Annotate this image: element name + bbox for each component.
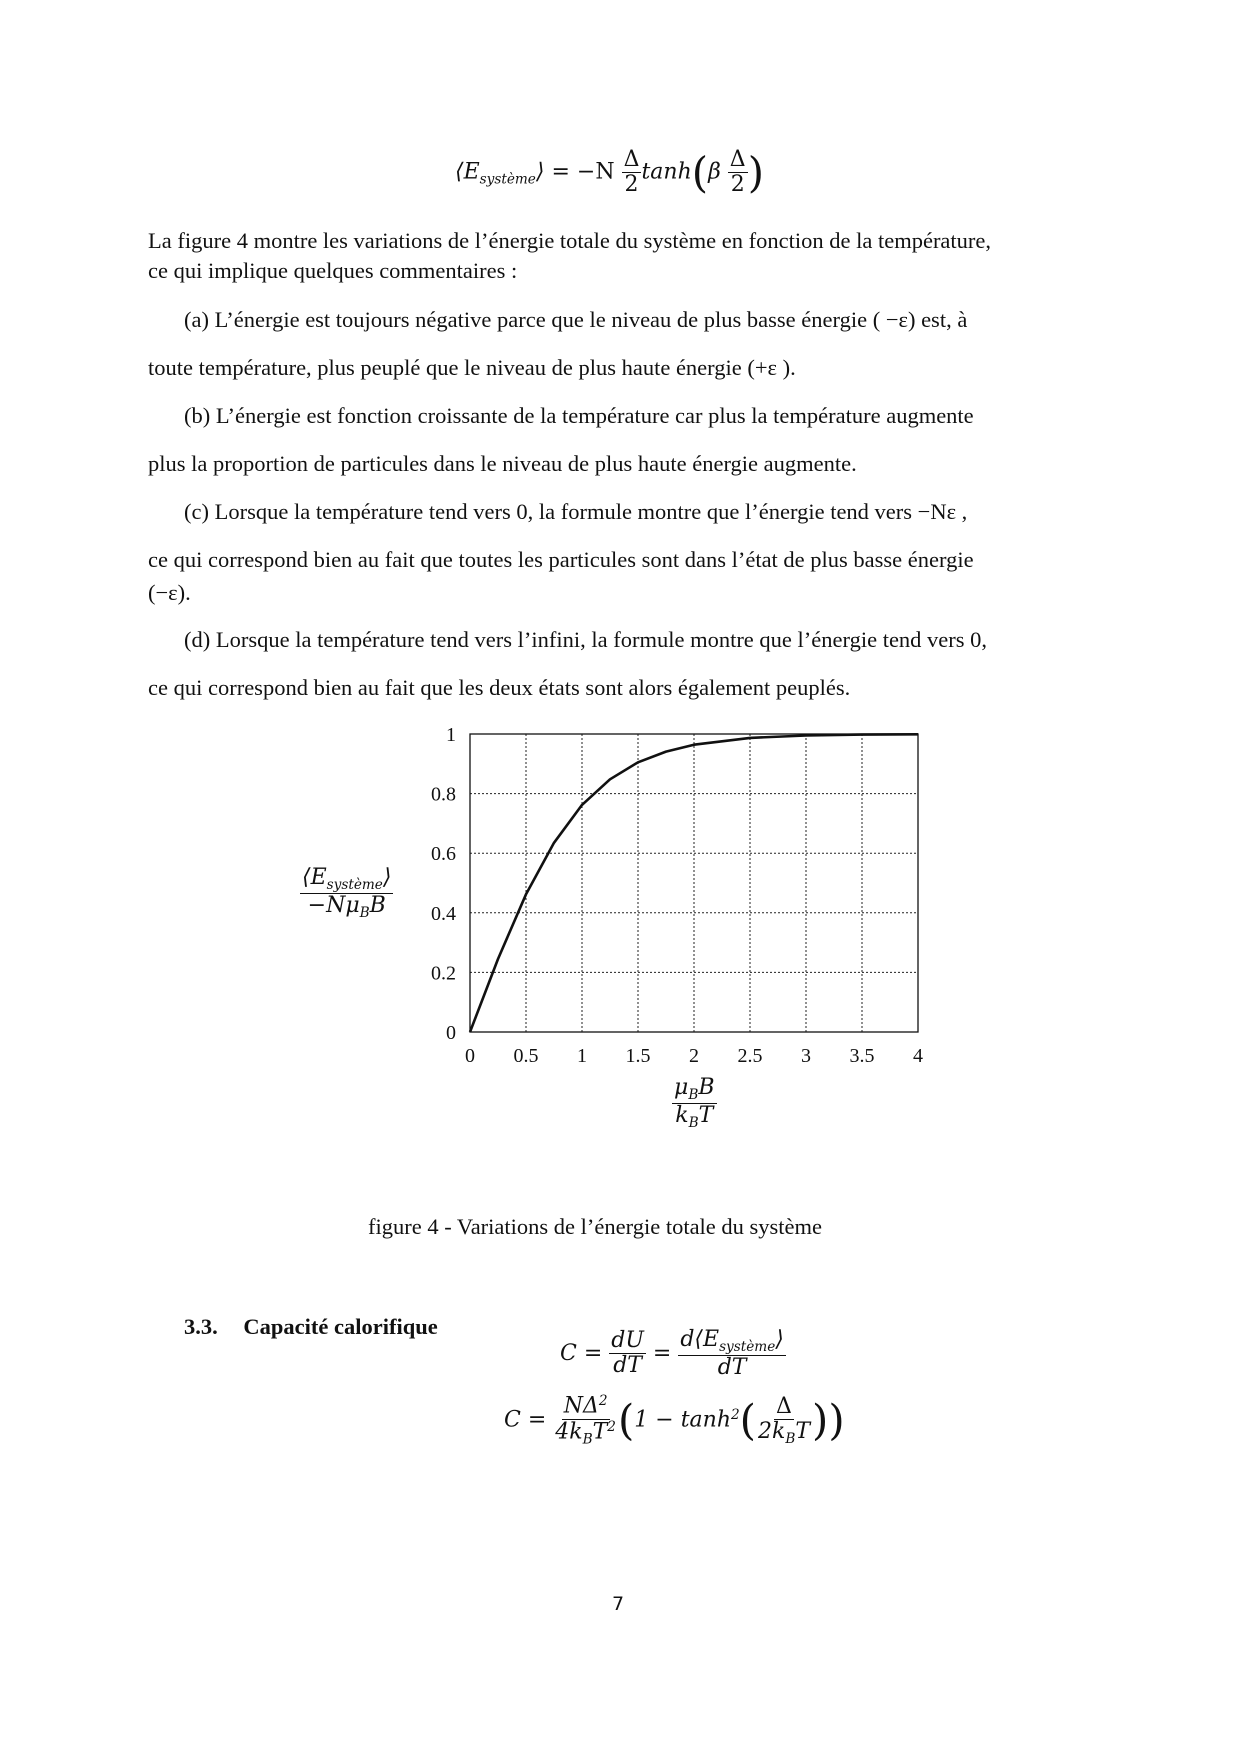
x-tick-label: 1 <box>577 1045 587 1067</box>
figure-caption: figure 4 - Variations de l’énergie totale du système <box>368 1214 823 1239</box>
chart-y-label: $\frac{⟨E_{système}⟩}{-N\mu_BB}$ <box>302 865 392 921</box>
comment-b-line-1: (b) L’énergie est fonction croissante de la température car plus la température augmente <box>184 403 974 428</box>
x-tick-label: 3 <box>801 1045 811 1067</box>
chart-x-label: $\frac{\mu_BB}{k_BT}$ <box>674 1075 715 1131</box>
x-tick-label: 2 <box>689 1045 699 1067</box>
comment-c-line-1: (c) Lorsque la température tend vers 0, la formule montre que l’énergie tend vers −Nε , <box>184 499 968 524</box>
y-tick-label: 0.4 <box>431 902 456 925</box>
comment-b-line-2: plus la proportion de particules dans le niveau de plus haute énergie augmente. <box>148 451 857 476</box>
x-tick-label: 0.5 <box>513 1045 539 1067</box>
comment-a-line-2: toute température, plus peuplé que le niveau de plus haute énergie (+ε ). <box>148 355 796 380</box>
comment-d-line-2: ce qui correspond bien au fait que les deux états sont alors également peuplés. <box>148 675 851 700</box>
comment-a-line-1: (a) L’énergie est toujours négative parce que le niveau de plus basse énergie ( −ε) est, à <box>184 307 968 332</box>
y-tick-label: 0.6 <box>431 843 456 866</box>
equation-heat-capacity-1: C = $\frac{dU}{dT}$ = $\frac{d⟨E_{système}⟩}{dT}$ <box>560 1327 784 1380</box>
comment-c-line-3: (−ε). <box>148 580 191 605</box>
comment-d-line-1: (d) Lorsque la température tend vers l’infini, la formule montre que l’énergie tend vers 0, <box>184 627 988 652</box>
section-number: 3.3. <box>184 1314 218 1339</box>
y-tick-label: 0.8 <box>431 783 456 806</box>
y-tick-label: 0 <box>446 1022 456 1044</box>
y-tick-label: 1 <box>446 724 456 746</box>
page-number: 7 <box>612 1593 625 1615</box>
y-tick-label: 0.2 <box>431 962 456 985</box>
x-tick-label: 4 <box>913 1045 923 1067</box>
section-title: Capacité calorifique <box>243 1314 438 1339</box>
x-tick-label: 3.5 <box>849 1045 875 1067</box>
x-tick-label: 2.5 <box>737 1045 763 1067</box>
equation-heat-capacity-2: C = $\frac{N\Delta^2}{4k_BT^2}$ ($1 - \tanh^2$( $\frac{\Delta}{2k_BT}$ )) <box>504 1393 845 1447</box>
x-tick-label: 1.5 <box>625 1045 651 1067</box>
intro-line-2: ce qui implique quelques commentaires : <box>148 258 518 283</box>
equation-energy: $⟨E_{système}⟩ = -N$ $\frac{\Delta}{2}$ tanh(β $\frac{\Delta}{2}$ ) <box>455 147 764 198</box>
intro-line-1: La figure 4 montre les variations de l’énergie totale du système en fonction de la température, <box>148 228 992 253</box>
section-heading <box>184 1312 438 1342</box>
comment-c-line-2: ce qui correspond bien au fait que toutes les particules sont dans l’état de plus basse énergie <box>148 547 974 572</box>
x-tick-label: 0 <box>465 1045 475 1067</box>
